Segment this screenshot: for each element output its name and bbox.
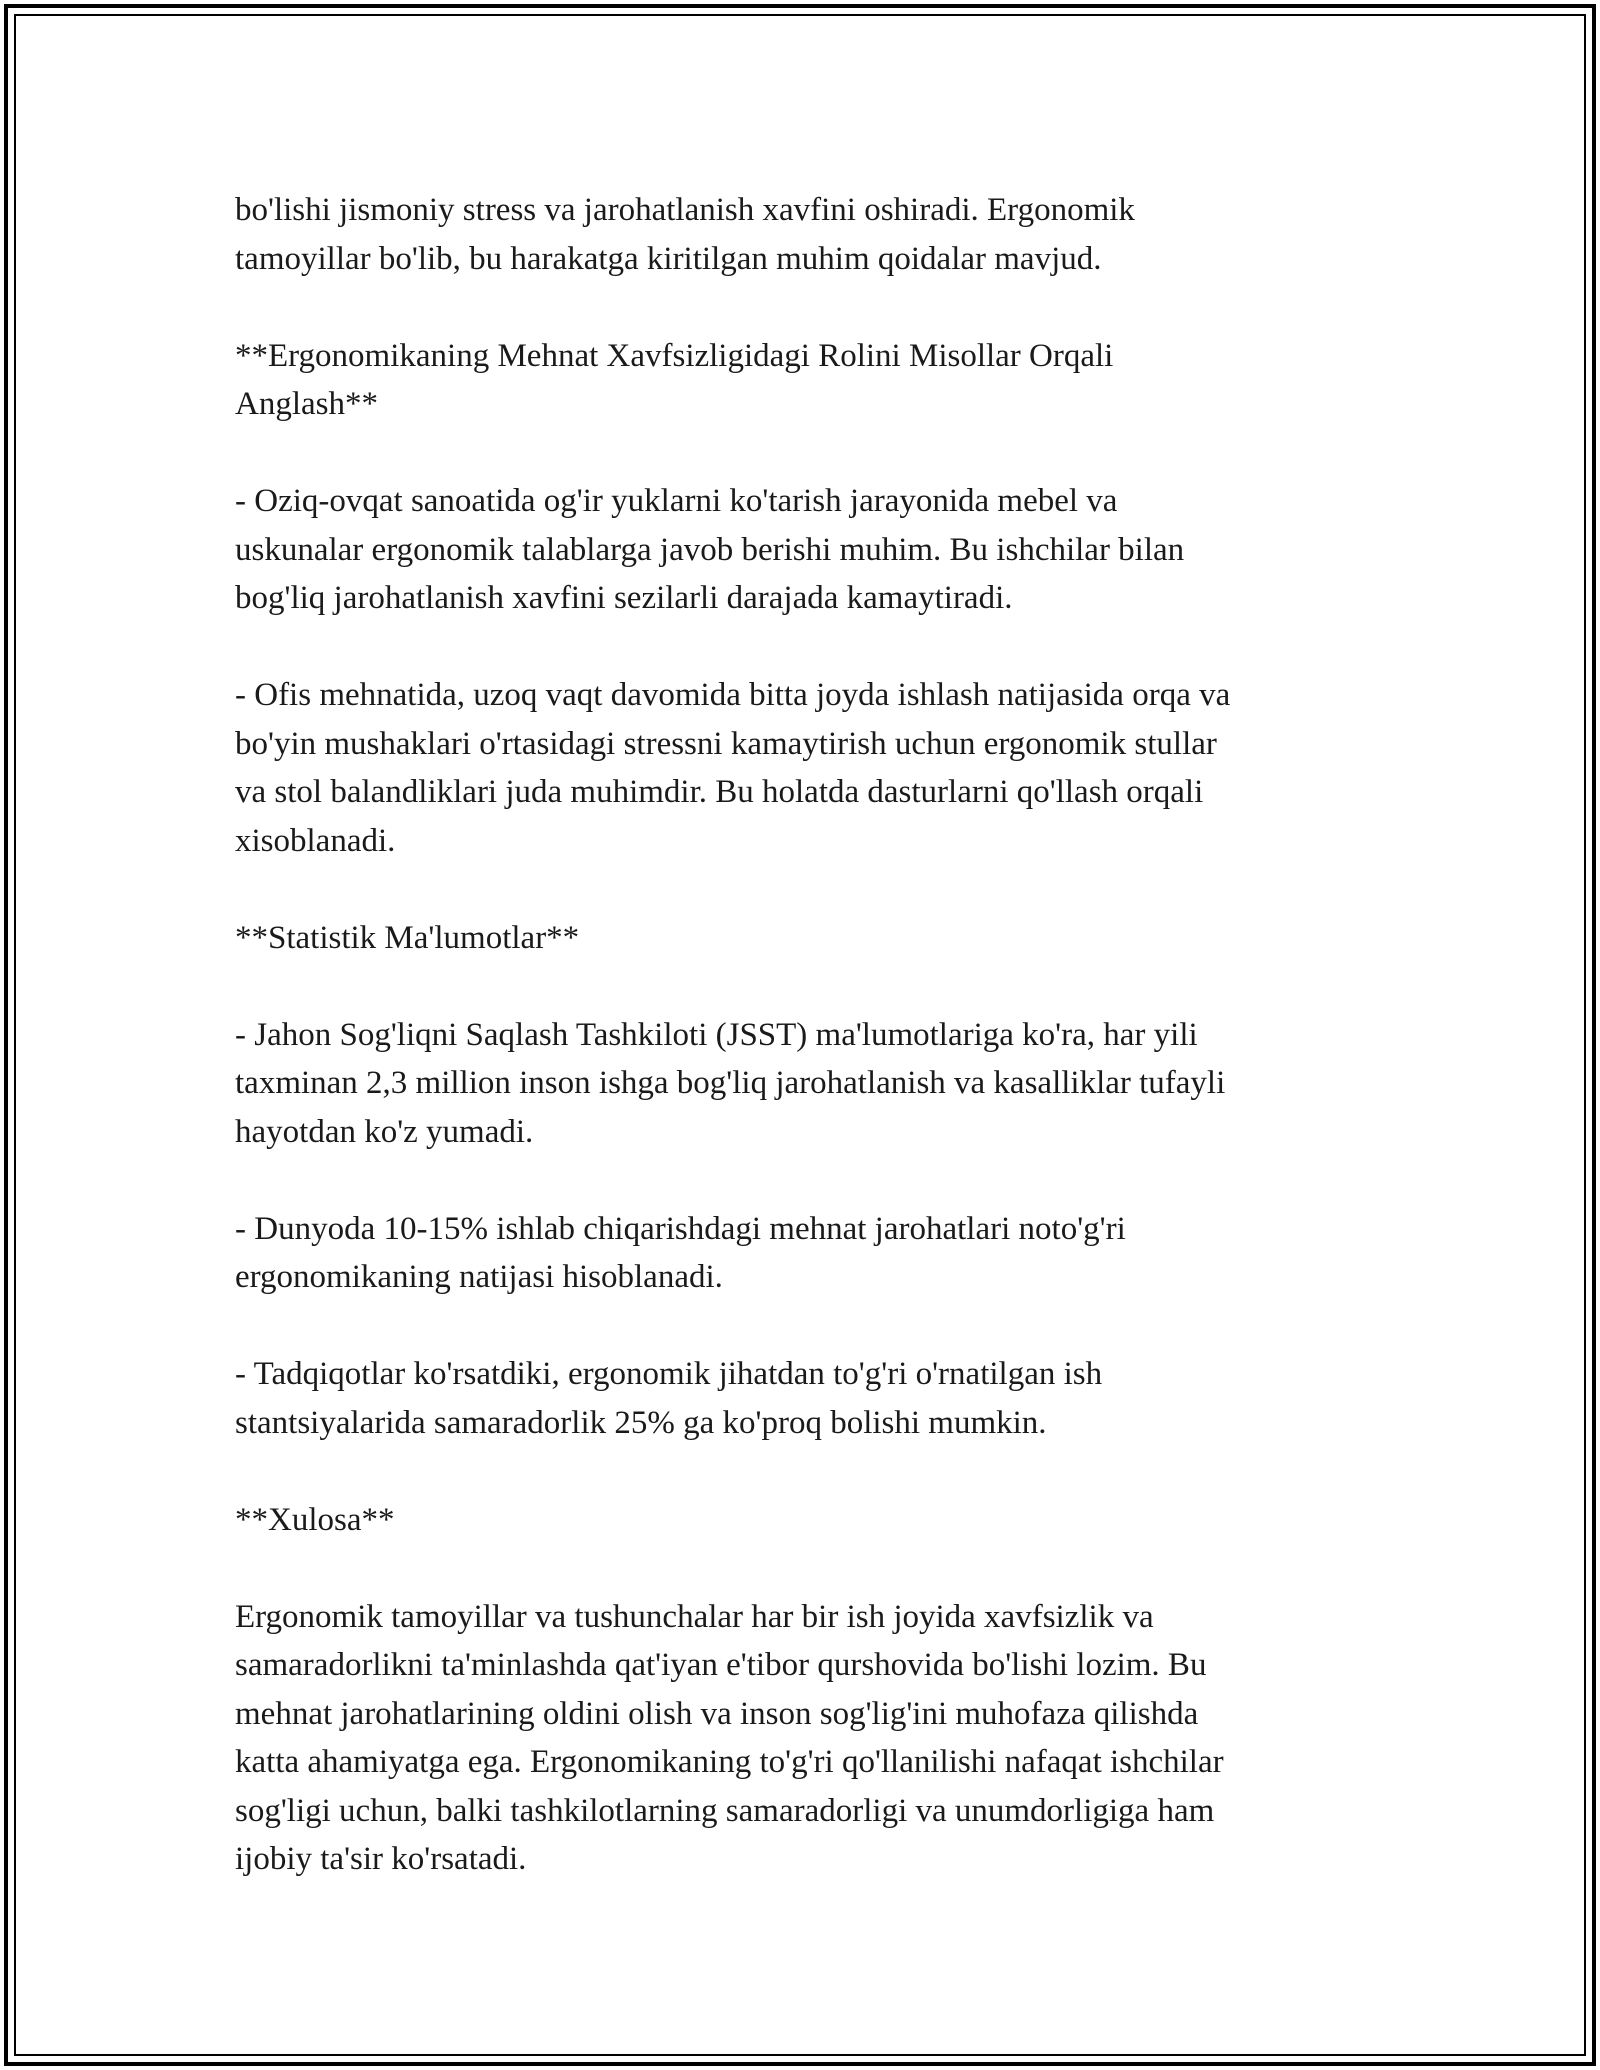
list-item-who-data: - Jahon Sog'liqni Saqlash Tashkiloti (JSST) ma'lumotlariga ko'ra, har yili taxminan 2,3 million inson ishga bog'liq jarohatlanish va kasalliklar tufayli hayotdan ko'z yumadi. xyxy=(235,1016,1226,1150)
heading-conclusion: **Xulosa** xyxy=(235,1501,395,1538)
paragraph-intro: bo'lishi jismoniy stress va jarohatlanish xavfini oshiradi. Ergonomik tamoyillar bo'lib, bu harakatga kiritilgan muhim qoidalar mavjud. xyxy=(235,192,1135,277)
list-item-office-work: - Ofis mehnatida, uzoq vaqt davomida bitta joyda ishlash natijasida orqa va bo'yin mushaklari o'rtasidagi stressni kamaytirish uchun ergonomik stullar va stol balandliklari juda muhimdir. Bu holatda dasturlarni qo'llash orqali xisoblanadi. xyxy=(235,677,1231,859)
list-item-research: - Tadqiqotlar ko'rsatdiki, ergonomik jihatdan to'g'ri o'rnatilgan ish stantsiyalarida samaradorlik 25% ga ko'proq bolishi mumkin. xyxy=(235,1356,1103,1441)
document-body xyxy=(235,186,1385,1932)
list-item-food-industry: - Oziq-ovqat sanoatida og'ir yuklarni ko'tarish jarayonida mebel va uskunalar ergonomik talablarga javob berishi muhim. Bu ishchilar bilan bog'liq jarohatlanish xavfini sezilarli darajada kamaytiradi. xyxy=(235,483,1185,616)
paragraph-conclusion: Ergonomik tamoyillar va tushunchalar har bir ish joyida xavfsizlik va samaradorlikni ta'minlashda qat'iyan e'tibor qurshovida bo'lishi lozim. Bu mehnat jarohatlarining oldini olish va inson sog'lig'ini muhofaza qilishda katta ahamiyatga ega. Ergonomikaning to'g'ri qo'llanilishi nafaqat ishchilar sog'ligi uchun, balki tashkilotlarning samaradorligi va unumdorligiga ham ijobiy ta'sir ko'rsatadi. xyxy=(235,1598,1224,1877)
heading-statistics: **Statistik Ma'lumotlar** xyxy=(235,919,580,956)
list-item-world-injuries: - Dunyoda 10-15% ishlab chiqarishdagi mehnat jarohatlari noto'g'ri ergonomikaning natijasi hisoblanadi. xyxy=(235,1210,1126,1295)
heading-examples: **Ergonomikaning Mehnat Xavfsizligidagi Rolini Misollar Orqali Anglash** xyxy=(235,337,1114,422)
